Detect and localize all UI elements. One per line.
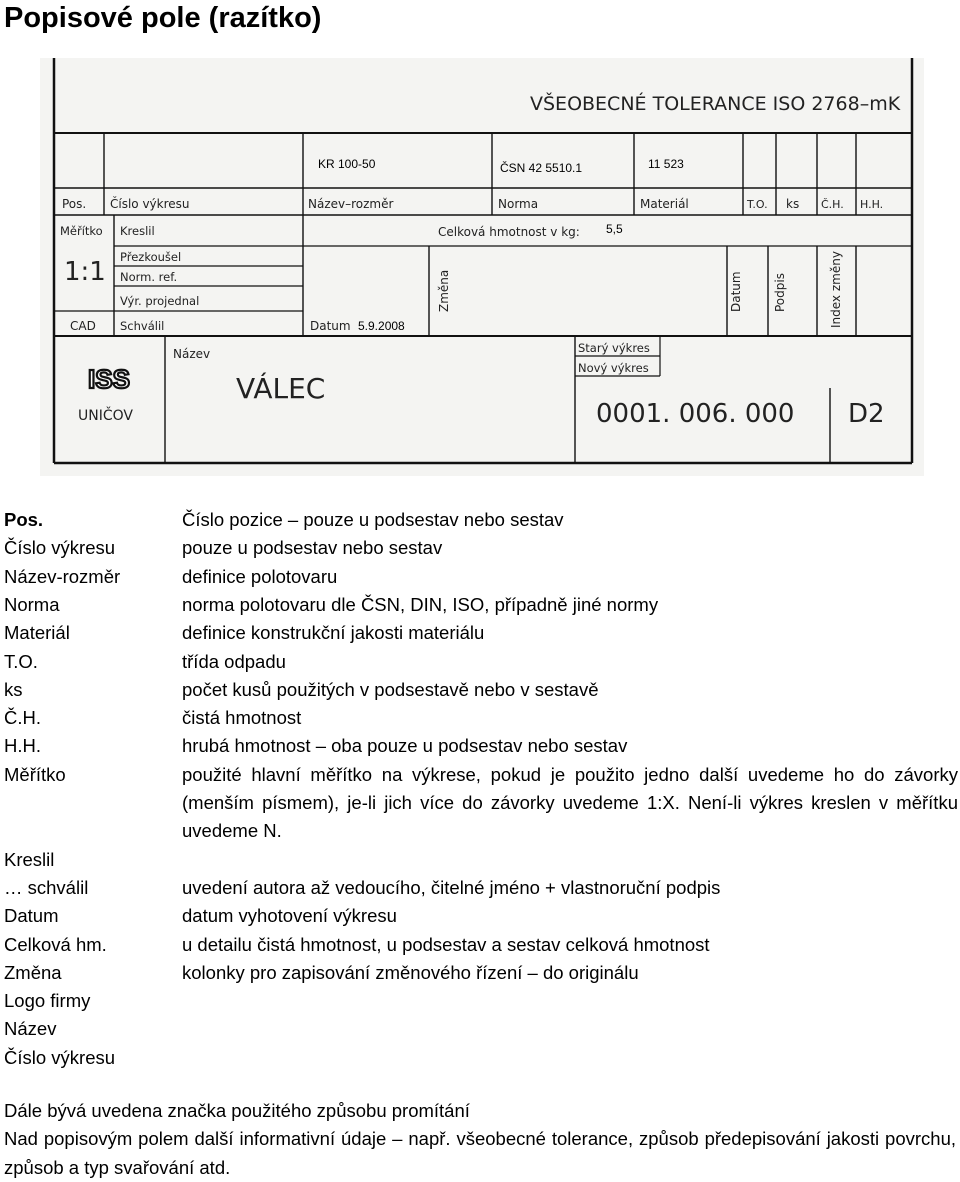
page-title: Popisové pole (razítko) — [4, 2, 322, 34]
term-description: definice polotovaru — [182, 565, 338, 587]
header-pos: Pos. — [62, 197, 87, 211]
term-description: třída odpadu — [182, 650, 286, 672]
drawing-format: D2 — [848, 399, 885, 429]
header-nazev-rozmer: Název–rozměr — [308, 197, 394, 211]
footer-notes — [4, 1097, 956, 1182]
label-meritko: Měřítko — [60, 224, 103, 238]
term-description: hrubá hmotnost – oba pouze u podsestav nebo sestav — [182, 735, 628, 757]
value-datum: 5.9.2008 — [358, 319, 405, 333]
term-description: definice konstrukční jakosti materiálu — [182, 622, 485, 644]
term-label: Logo firmy — [4, 990, 91, 1012]
term-description: datum vyhotovení výkresu — [182, 905, 397, 927]
term-label: Kreslil — [4, 848, 55, 870]
header-norma: Norma — [498, 197, 539, 211]
header-material: Materiál — [640, 197, 689, 211]
value-nazev: VÁLEC — [236, 372, 326, 405]
value-kr: KR 100-50 — [318, 157, 376, 171]
term-label: Číslo výkresu — [4, 537, 116, 559]
term-label: H.H. — [4, 735, 41, 757]
header-to: T.O. — [747, 198, 768, 211]
label-prezkousel: Přezkoušel — [120, 250, 182, 264]
term-description: kolonky pro zapisování změnového řízení – do originálu — [182, 961, 639, 983]
tolerance-note: VŠEOBECNÉ TOLERANCE ISO 2768–mK — [530, 93, 901, 115]
term-label: T.O. — [4, 650, 38, 672]
label-schvalil: Schválil — [120, 319, 165, 333]
header-ch: Č.H. — [821, 198, 844, 211]
value-material: 11 523 — [648, 157, 684, 171]
term-description: použité hlavní měřítko na výkrese, pokud je použito jedno další uvedeme ho do závorky (menším písmem), je-li jich více do závorky uvedeme 1:X. Není-li výkres kreslen v měřítku uvedeme N. — [182, 763, 958, 842]
label-datum: Datum — [310, 319, 351, 333]
term-label: Datum — [4, 905, 59, 927]
term-description: norma polotovaru dle ČSN, DIN, ISO, případně jiné normy — [182, 593, 659, 615]
header-ks: ks — [786, 197, 800, 211]
value-csn: ČSN 42 5510.1 — [500, 161, 583, 175]
value-celkova-hmotnost: 5,5 — [606, 222, 623, 236]
term-label: Číslo výkresu — [4, 1046, 116, 1068]
header-cislo-vykresu: Číslo výkresu — [110, 197, 190, 211]
label-datum-vertical: Datum — [729, 271, 743, 312]
title-block-drawing — [40, 58, 924, 476]
company-logo: ISS — [88, 364, 130, 394]
label-norm-ref: Norm. ref. — [120, 270, 178, 284]
scale-value: 1:1 — [64, 257, 106, 287]
footer-line: Nad popisovým polem další informativní údaje – např. všeobecné tolerance, způsob předepisování jakosti povrchu, způsob a typ svařování atd. — [4, 1128, 956, 1178]
company-city: UNIČOV — [78, 408, 133, 424]
term-description: Číslo pozice – pouze u podsestav nebo sestav — [182, 509, 564, 530]
label-zmena: Změna — [437, 269, 451, 312]
term-description: pouze u podsestav nebo sestav — [182, 537, 443, 559]
header-hh: H.H. — [860, 198, 884, 211]
term-description: počet kusů použitých v podsestavě nebo v sestavě — [182, 678, 599, 700]
label-novy-vykres: Nový výkres — [578, 361, 649, 375]
term-label: Materiál — [4, 622, 70, 644]
term-label: ks — [4, 678, 23, 700]
label-index-zmeny: Index změny — [829, 251, 843, 328]
term-label: Celková hm. — [4, 933, 107, 955]
label-cad: CAD — [70, 319, 96, 333]
term-label: Norma — [4, 593, 60, 615]
label-stary-vykres: Starý výkres — [578, 341, 650, 355]
footer-line: Dále bývá uvedena značka použitého způsobu promítání — [4, 1100, 470, 1121]
title-block-scan — [40, 58, 924, 476]
term-label: Č.H. — [4, 707, 41, 729]
term-label: Pos. — [4, 509, 44, 530]
label-nazev: Název — [173, 347, 211, 361]
term-description: u detailu čistá hmotnost, u podsestav a sestav celková hmotnost — [182, 933, 710, 955]
label-kreslil: Kreslil — [120, 224, 155, 238]
term-description: uvedení autora až vedoucího, čitelné jméno + vlastnoruční podpis — [182, 876, 721, 898]
label-vyr-projednal: Výr. projednal — [120, 294, 200, 308]
label-celkova-hmotnost: Celková hmotnost v kg: — [438, 225, 580, 239]
term-label: Název — [4, 1018, 57, 1040]
drawing-number: 0001. 006. 000 — [596, 399, 795, 429]
label-podpis: Podpis — [773, 273, 787, 312]
term-label: Měřítko — [4, 763, 66, 785]
term-description: čistá hmotnost — [182, 707, 302, 729]
term-label: Název-rozměr — [4, 565, 121, 587]
term-label: … schválil — [4, 876, 89, 898]
term-label: Změna — [4, 961, 62, 983]
